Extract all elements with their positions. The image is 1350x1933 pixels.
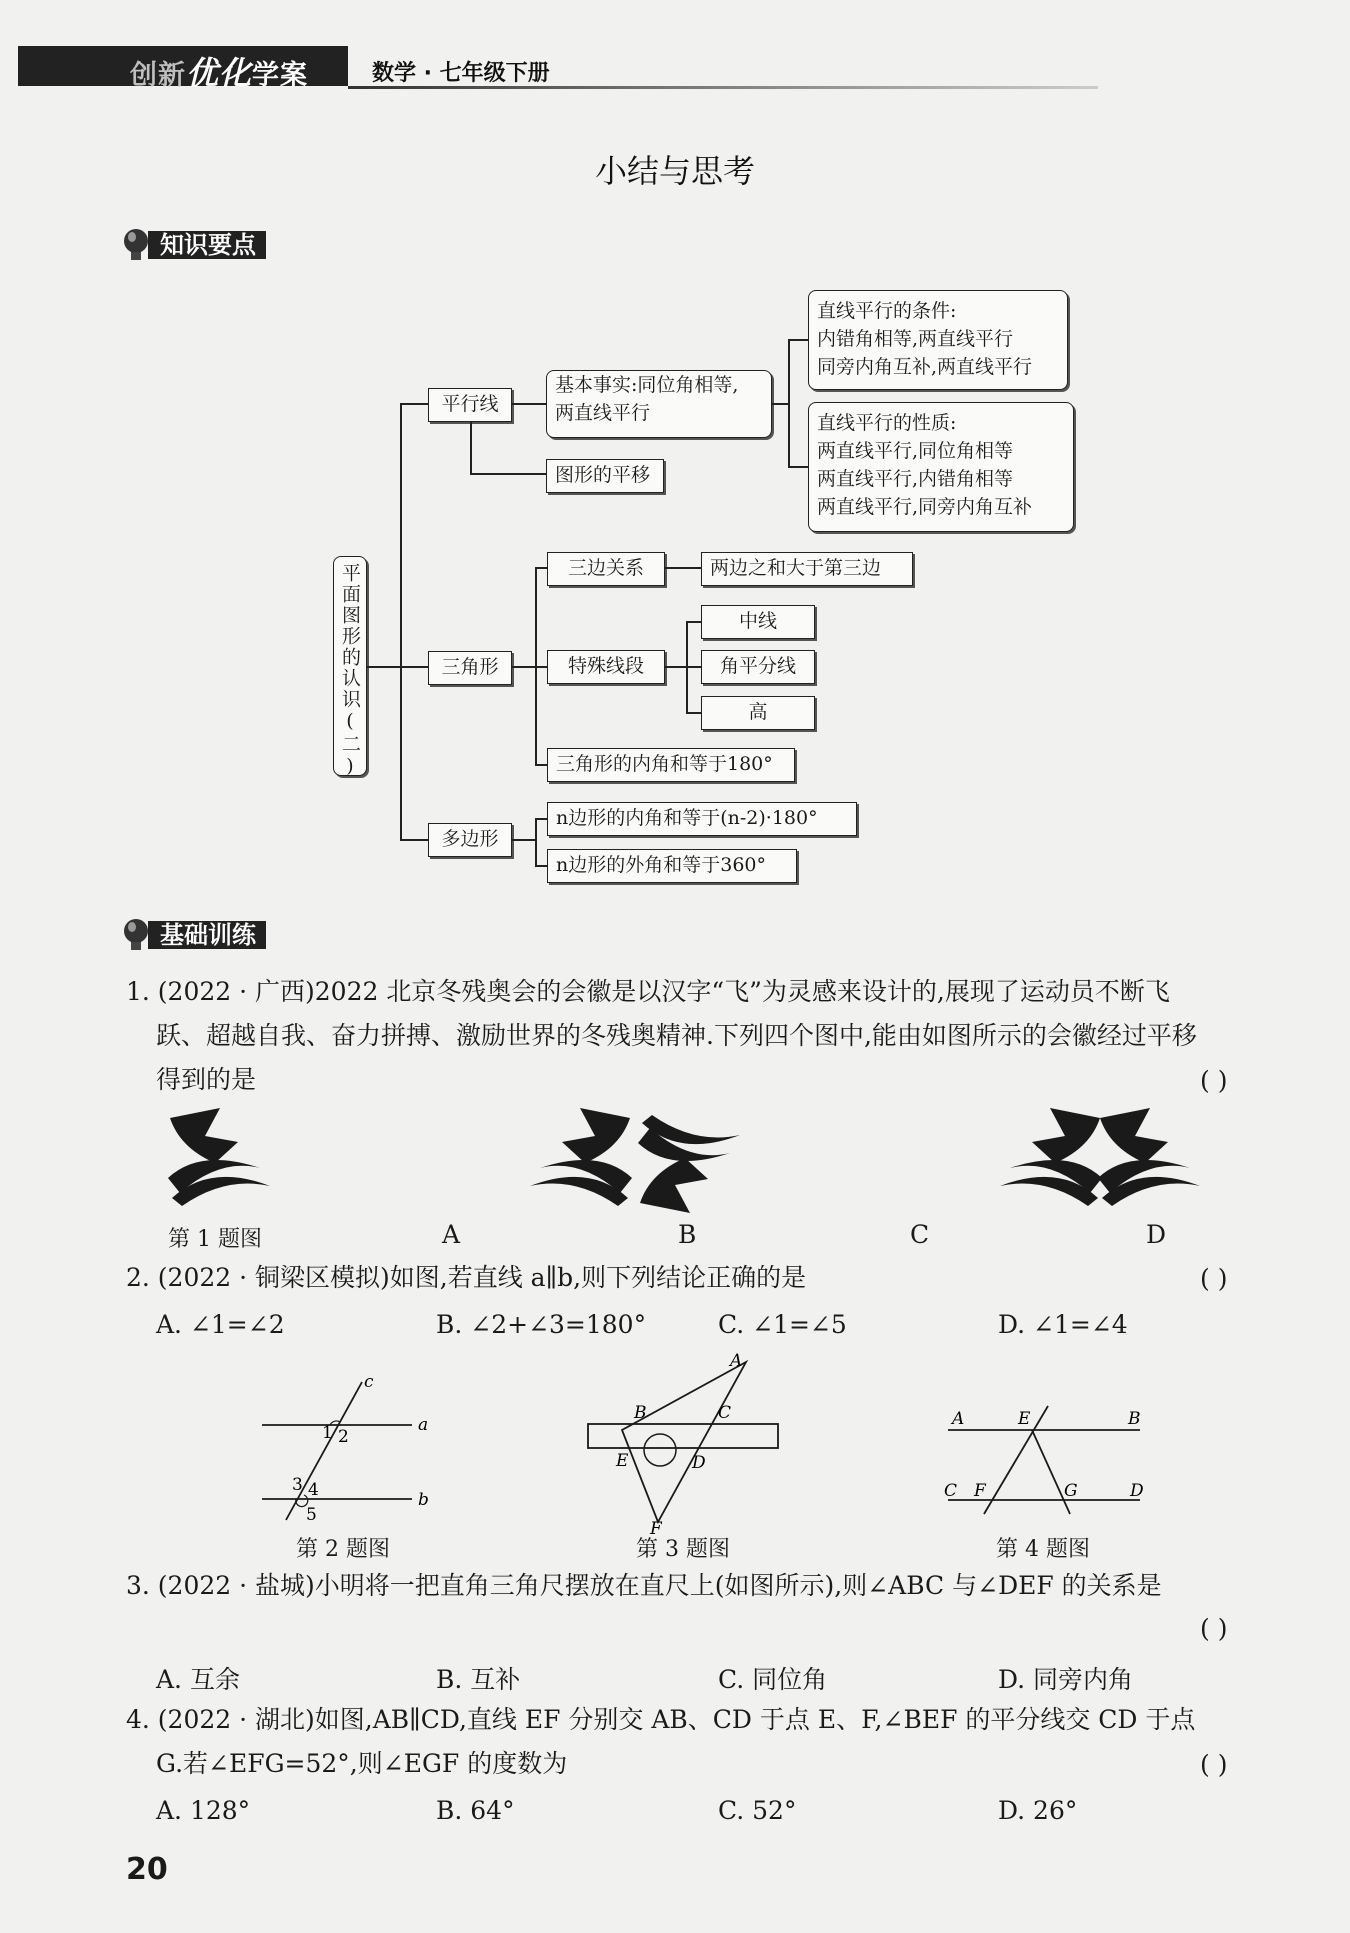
- label-B: B: [1128, 1409, 1141, 1429]
- question-3-option-a: A. 互余: [156, 1665, 240, 1694]
- figure-3-caption: 第 3 题图: [636, 1537, 730, 1562]
- answer-bracket-1: ( ): [1200, 1066, 1228, 1095]
- label-b: b: [418, 1490, 429, 1510]
- answer-bracket-2: ( ): [1200, 1264, 1228, 1293]
- book-subject: 数学 · 七年级下册: [372, 61, 550, 86]
- emblem-option-b: [638, 1115, 740, 1213]
- question-2-option-d: D. ∠1=∠4: [998, 1310, 1128, 1339]
- label-C: C: [944, 1481, 958, 1501]
- emblem-option-d: [1098, 1108, 1200, 1206]
- question-4-line-1: 4. (2022 · 湖北)如图,AB∥CD,直线 EF 分别交 AB、CD 于点 E、F,∠BEF 的平分线交 CD 于点: [126, 1705, 1196, 1734]
- label-A: A: [952, 1409, 965, 1429]
- question-4-option-c: C. 52°: [718, 1796, 797, 1825]
- page-title: 小结与思考: [594, 152, 755, 190]
- mindmap-polygon: 多边形: [428, 823, 512, 857]
- figure-1-option-a-label: A: [442, 1220, 461, 1249]
- label-D: D: [692, 1453, 706, 1473]
- question-3-option-d: D. 同旁内角: [998, 1665, 1134, 1694]
- section-heading-training: 基础训练: [122, 917, 382, 949]
- question-2-option-a: A. ∠1=∠2: [156, 1310, 285, 1339]
- mindmap-parallel: 平行线: [428, 388, 512, 422]
- question-2-option-b: B. ∠2+∠3=180°: [436, 1310, 647, 1339]
- figure-1-option-b-label: B: [678, 1220, 697, 1249]
- page-number: 20: [126, 1852, 168, 1887]
- label-E: E: [616, 1451, 629, 1471]
- question-2-option-c: C. ∠1=∠5: [718, 1310, 847, 1339]
- question-1-figures: [150, 1108, 1240, 1218]
- mindmap-height: 高: [701, 696, 815, 730]
- label-F: F: [974, 1481, 986, 1501]
- label-D: D: [1130, 1481, 1144, 1501]
- mindmap-translation: 图形的平移: [546, 459, 664, 493]
- label-3: 3: [292, 1475, 303, 1495]
- label-5: 5: [306, 1505, 317, 1525]
- mindmap-three-sides-rule: 两边之和大于第三边: [701, 552, 913, 586]
- mindmap-root: 平面图形的认识(二): [333, 556, 367, 776]
- label-G: G: [1064, 1481, 1078, 1501]
- question-1-line-1: 1. (2022 · 广西)2022 北京冬残奥会的会徽是以汉字“飞”为灵感来设计的,展现了运动员不断飞: [126, 977, 1170, 1006]
- label-1: 1: [322, 1423, 333, 1443]
- answer-bracket-3: ( ): [1200, 1614, 1228, 1643]
- answer-bracket-4: ( ): [1200, 1750, 1228, 1779]
- mindmap-basic-fact: 基本事实:同位角相等, 两直线平行: [546, 370, 772, 438]
- mindmap-polygon-interior: n边形的内角和等于(n-2)·180°: [547, 802, 857, 836]
- figure-2-caption: 第 2 题图: [296, 1537, 390, 1562]
- mindmap-parallel-properties: 直线平行的性质: 两直线平行,同位角相等 两直线平行,内错角相等 两直线平行,同旁内角互补: [808, 402, 1074, 532]
- figure-1-caption: 第 1 题图: [168, 1227, 262, 1252]
- figure-4-parallel-lines: [940, 1388, 1170, 1518]
- question-1-line-2: 跃、超越自我、奋力拼搏、激励世界的冬残奥精神.下列四个图中,能由如图所示的会徽经过平移: [156, 1021, 1197, 1050]
- series-title: 创新优化学案: [130, 54, 309, 92]
- mindmap-three-sides: 三边关系: [547, 552, 665, 586]
- label-4: 4: [308, 1480, 319, 1500]
- question-3-option-c: C. 同位角: [718, 1665, 828, 1694]
- label-a: a: [418, 1415, 429, 1435]
- label-B: B: [634, 1403, 647, 1423]
- mindmap-special-segments: 特殊线段: [547, 650, 665, 684]
- mindmap-polygon-exterior: n边形的外角和等于360°: [547, 849, 797, 883]
- emblem-option-c: [1000, 1108, 1102, 1206]
- label-E: E: [1018, 1409, 1031, 1429]
- figure-2-parallel-lines: [250, 1370, 440, 1530]
- question-3-option-b: B. 互补: [436, 1665, 521, 1694]
- question-1-line-3: 得到的是: [156, 1065, 257, 1094]
- figure-1-option-c-label: C: [910, 1220, 930, 1249]
- label-2: 2: [338, 1427, 349, 1447]
- question-3-stem: 3. (2022 · 盐城)小明将一把直角三角尺摆放在直尺上(如图所示),则∠ABC 与∠DEF 的关系是: [126, 1571, 1162, 1600]
- label-A: A: [730, 1351, 743, 1371]
- question-4-option-b: B. 64°: [436, 1796, 515, 1825]
- mindmap-bisector: 角平分线: [701, 650, 815, 684]
- figure-1-option-d-label: D: [1146, 1220, 1167, 1249]
- question-4-option-d: D. 26°: [998, 1796, 1078, 1825]
- mindmap-triangle: 三角形: [428, 651, 512, 685]
- mindmap-parallel-conditions: 直线平行的条件: 内错角相等,两直线平行 同旁内角互补,两直线平行: [808, 290, 1068, 390]
- mindmap-median: 中线: [701, 605, 815, 639]
- question-2-stem: 2. (2022 · 铜梁区模拟)如图,若直线 a∥b,则下列结论正确的是: [126, 1263, 807, 1292]
- label-c: c: [364, 1372, 374, 1392]
- figure-3-triangle-on-ruler: [580, 1350, 790, 1535]
- label-C: C: [718, 1403, 732, 1423]
- question-4-line-2: G.若∠EFG=52°,则∠EGF 的度数为: [156, 1749, 568, 1778]
- emblem-original: [168, 1108, 270, 1206]
- mindmap-angle-sum: 三角形的内角和等于180°: [547, 748, 795, 782]
- header-rule: [348, 86, 1098, 89]
- section-heading-knowledge: 知识要点: [122, 227, 382, 259]
- figure-4-caption: 第 4 题图: [996, 1537, 1090, 1562]
- emblem-option-a: [530, 1108, 632, 1206]
- question-4-option-a: A. 128°: [156, 1796, 251, 1825]
- label-F: F: [650, 1519, 662, 1535]
